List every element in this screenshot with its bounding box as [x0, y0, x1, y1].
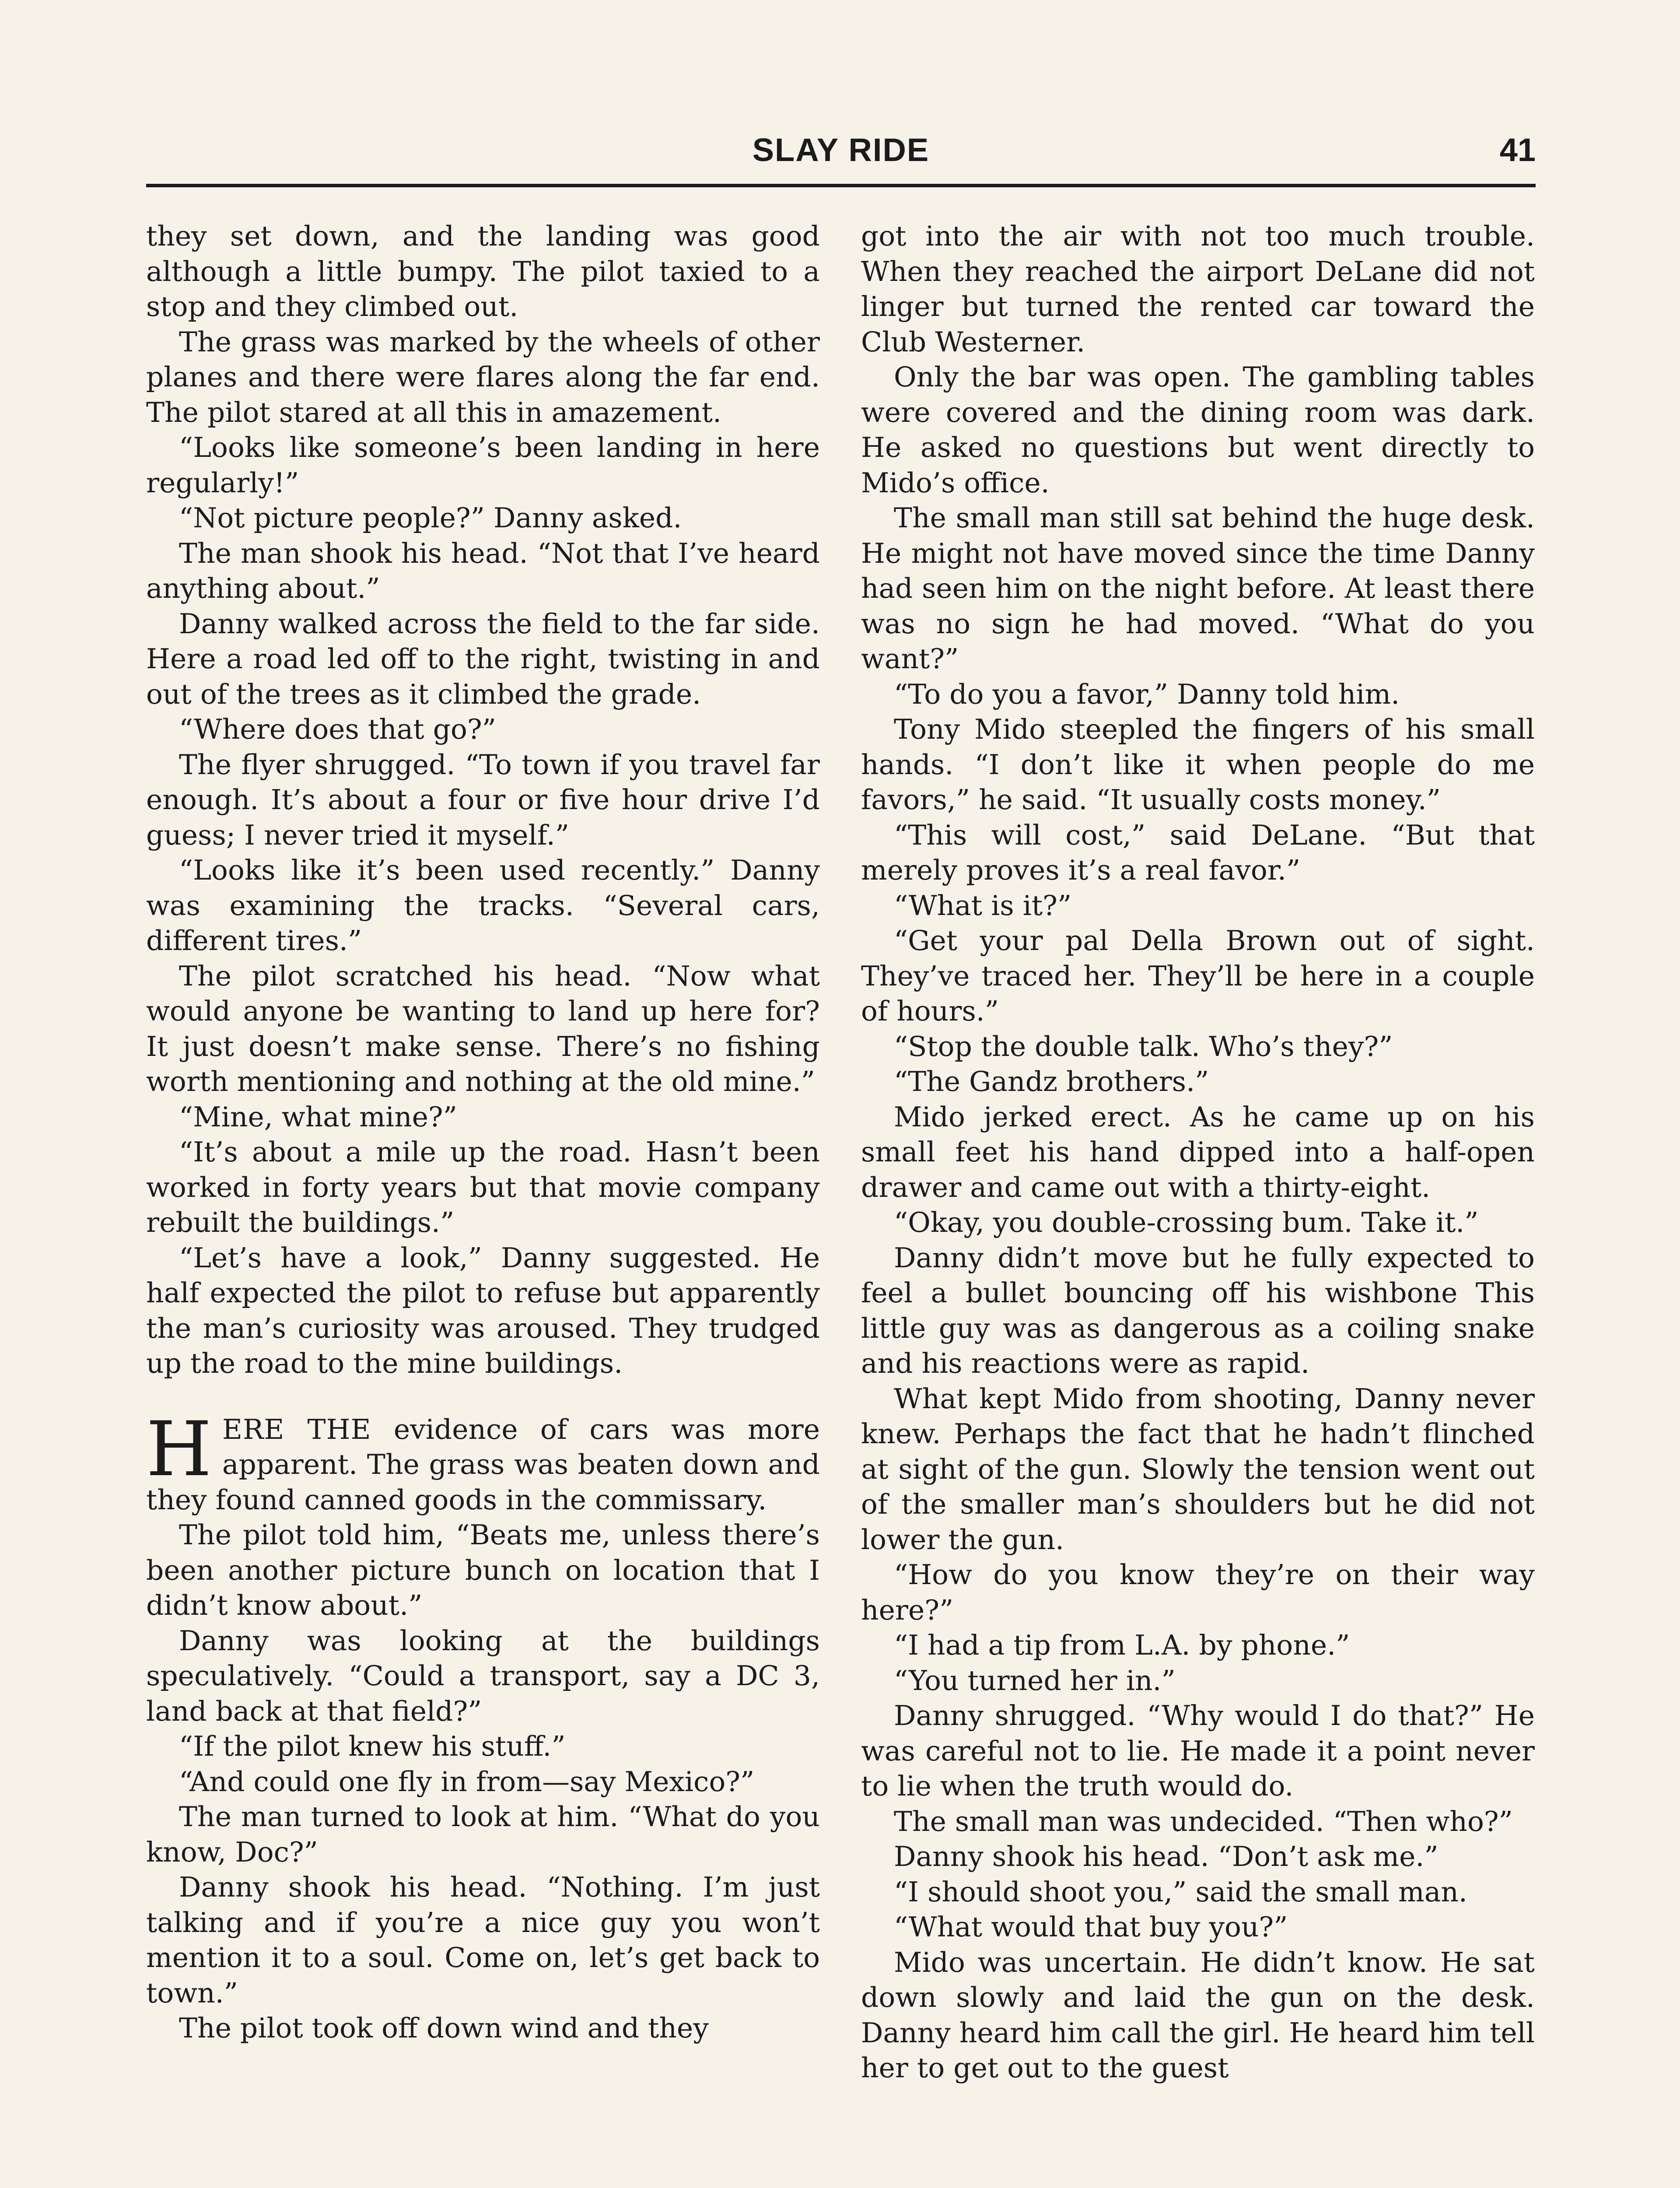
- page-number: 41: [1499, 132, 1536, 168]
- paragraph: “Mine, what mine?”: [179, 1101, 457, 1133]
- paragraph: “Where does that go?”: [179, 713, 496, 745]
- paragraph: Mido jerked erect. As he came up on his small feet his hand dipped into a half-open drawer and came out with a thirty-eight.: [861, 1101, 1535, 1203]
- running-title: SLAY RIDE: [752, 132, 930, 168]
- paragraph: “To do you a favor,” Danny told him.: [894, 678, 1400, 710]
- page-header: [146, 131, 1536, 179]
- header-rule: [146, 184, 1536, 187]
- paragraph: Only the bar was open. The gambling tables were covered and the dining room was dark. He asked no questions but went directly to Mido’s office.: [861, 361, 1535, 499]
- paragraph: “You turned her in.”: [894, 1664, 1176, 1697]
- paragraph: Mido was uncertain. He didn’t know. He sat down slowly and laid the gun on the desk. Danny heard him call the girl. He heard him tell her to get out to the guest: [861, 1946, 1535, 2084]
- paragraph: The grass was marked by the wheels of other planes and there were flares along the far end. The pilot stared at all this in amazement.: [146, 326, 820, 428]
- paragraph: “Stop the double talk. Who’s they?”: [894, 1030, 1393, 1062]
- paragraph: Danny shrugged. “Why would I do that?” He was careful not to lie. He made it a point never to lie when the truth would do.: [861, 1700, 1535, 1802]
- paragraph: Danny walked across the field to the far side. Here a road led off to the right, twisting in and out of the trees as it climbed the grade.: [146, 607, 820, 710]
- drop-cap: H: [146, 1405, 212, 1493]
- paragraph: Danny shook his head. “Don’t ask me.”: [894, 1841, 1438, 1872]
- paragraph: “The Gandz brothers.”: [894, 1066, 1209, 1098]
- paragraph: Danny was looking at the buildings speculatively. “Could a transport, say a DC 3, land back at that field?”: [146, 1624, 820, 1727]
- paragraph: The pilot told him, “Beats me, unless there’s been another picture bunch on location that I didn’t know about.”: [146, 1519, 820, 1621]
- paragraph: The small man still sat behind the huge desk. He might not have moved since the time Danny had seen him on the night before. At least there was no sign he had moved. “What do you want?”: [861, 502, 1535, 675]
- paragraph: The small man was undecided. “Then who?”: [894, 1805, 1513, 1837]
- paragraph: “Not picture people?” Danny asked.: [179, 502, 682, 534]
- paragraph: Tony Mido steepled the fingers of his small hands. “I don’t like it when people do me favors,” he said. “It usually costs money.”: [861, 713, 1535, 816]
- paragraph: Danny didn’t move but he fully expected to feel a bullet bouncing off his wishbone This little guy was as dangerous as a coiling snake and his reactions were as rapid.: [861, 1241, 1535, 1379]
- paragraph: “Let’s have a look,” Danny suggested. He half expected the pilot to refuse but apparently the man’s curiosity was aroused. They trudged up the road to the mine buildings.: [146, 1241, 820, 1379]
- paragraph: “Okay, you double-crossing bum. Take it.”: [894, 1206, 1479, 1238]
- paragraph: “What would that buy you?”: [894, 1911, 1288, 1943]
- paragraph: “Get your pal Della Brown out of sight. They’ve traced her. They’ll be here in a couple of hours.”: [861, 925, 1535, 1027]
- section-text: evidence of cars was more apparent. The grass was beaten down and they found canned goods in the commissary.: [146, 1413, 820, 1516]
- paragraph: “And could one fly in from—say Mexico?”: [179, 1765, 755, 1798]
- paragraph: “What is it?”: [894, 889, 1072, 922]
- paragraph: The flyer shrugged. “To town if you travel far enough. It’s about a four or five hour drive I’d guess; I never tried it myself.”: [146, 748, 820, 851]
- paragraph: The man turned to look at him. “What do you know, Doc?”: [146, 1801, 820, 1868]
- paragraph: The pilot took off down wind and they: [179, 2012, 709, 2044]
- paragraph: “I had a tip from L.A. by phone.”: [894, 1629, 1350, 1661]
- paragraph: “How do you know they’re on their way here?”: [861, 1559, 1535, 1626]
- section-opening-paragraph: [146, 1405, 820, 1518]
- paragraph: What kept Mido from shooting, Danny never knew. Perhaps the fact that he hadn’t flinched at sight of the gun. Slowly the tension went out of the smaller man’s shoulders but he did not lower the gun.: [861, 1382, 1535, 1556]
- left-column: [146, 219, 820, 2046]
- paragraph: they set down, and the landing was good although a little bumpy. The pilot taxied to a stop and they climbed out.: [146, 220, 820, 323]
- paragraph: “It’s about a mile up the road. Hasn’t been worked in forty years but that movie company rebuilt the buildings.”: [146, 1136, 820, 1238]
- section-caps: ERE THE: [222, 1413, 371, 1445]
- paragraph: “This will cost,” said DeLane. “But that merely proves it’s a real favor.”: [861, 819, 1535, 886]
- paragraph: “I should shoot you,” said the small man.: [894, 1876, 1467, 1908]
- paragraph: Danny shook his head. “Nothing. I’m just talking and if you’re a nice guy you won’t mention it to a soul. Come on, let’s get back to town.”: [146, 1871, 820, 2009]
- paragraph: got into the air with not too much trouble. When they reached the airport DeLane did not linger but turned the rented car toward the Club Westerner.: [861, 220, 1535, 358]
- paragraph: The pilot scratched his head. “Now what would anyone be wanting to land up here for? It just doesn’t make sense. There’s no fishing worth mentioning and nothing at the old mine.”: [146, 960, 820, 1098]
- paragraph: “If the pilot knew his stuff.”: [179, 1730, 566, 1762]
- paragraph: The man shook his head. “Not that I’ve heard anything about.”: [146, 537, 820, 604]
- right-column: [861, 219, 1535, 2086]
- paragraph: “Looks like someone’s been landing in here regularly!”: [146, 431, 820, 499]
- paragraph: “Looks like it’s been used recently.” Danny was examining the tracks. “Several cars, different tires.”: [146, 854, 820, 957]
